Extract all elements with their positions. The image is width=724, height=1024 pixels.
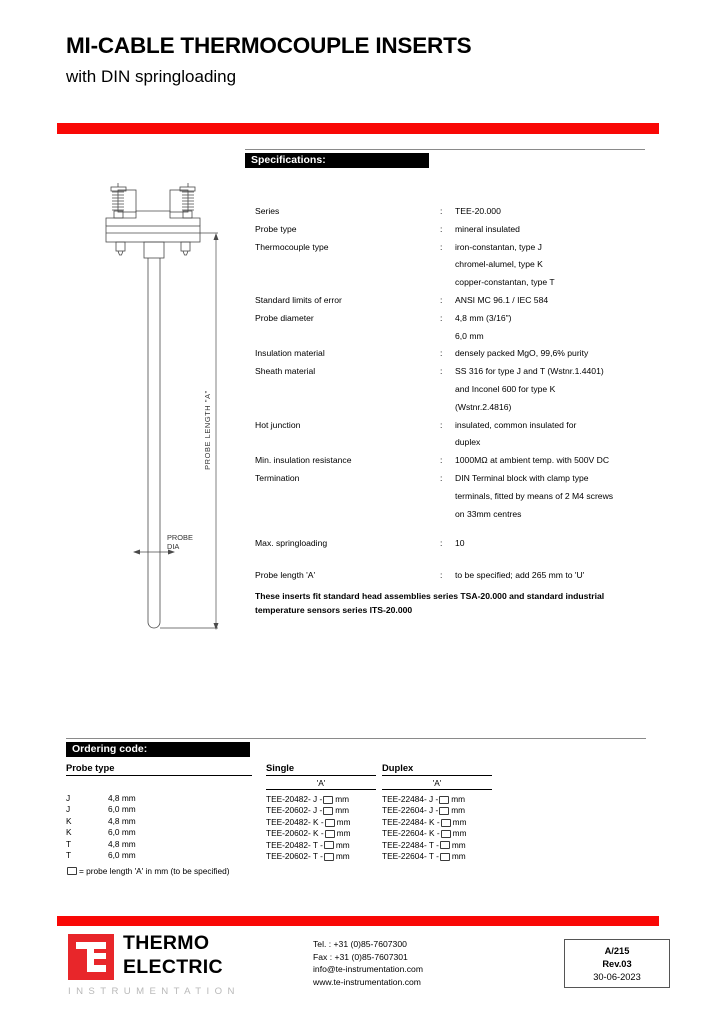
single-code-prefix: TEE-20482- K - (266, 816, 324, 827)
specification-value (455, 452, 655, 470)
specification-value-line: and Inconel 600 for type K (455, 383, 556, 394)
revision-date: 30-06-2023 (593, 972, 641, 982)
probe-type-value: K (66, 815, 72, 826)
length-box-icon (323, 807, 333, 815)
single-code-prefix: TEE-20602- K - (266, 828, 324, 839)
logo-wordmark (123, 934, 223, 977)
specification-value (455, 292, 655, 310)
specification-label: Termination (255, 472, 300, 483)
specifications-rule (245, 149, 645, 150)
column-header-probe-type: Probe type (66, 762, 252, 776)
specification-colon: : (440, 419, 443, 430)
length-box-icon (325, 819, 335, 827)
revision-box (564, 939, 670, 988)
specification-value-line: insulated, common insulated for (455, 419, 577, 430)
probe-diameter-value: 6,0 mm (108, 804, 136, 815)
probe-technical-drawing (90, 180, 240, 660)
specification-row (255, 363, 655, 416)
probe-diameter-value: 6,0 mm (108, 827, 136, 838)
company-logo (68, 934, 240, 997)
specification-label: Min. insulation resistance (255, 455, 352, 466)
single-code-unit: mm (336, 816, 351, 827)
specification-value-line: TEE-20.000 (455, 206, 501, 216)
ordering-row-probe-type (66, 839, 252, 850)
probe-diameter-value: 4,8 mm (108, 815, 136, 826)
ordering-row-single (266, 817, 376, 828)
single-code-prefix: TEE-20602- J - (266, 805, 323, 816)
specification-value-line: densely packed MgO, 99,6% purity (455, 348, 589, 359)
logo-row (68, 934, 240, 980)
length-box-icon (441, 830, 451, 838)
ordering-code-footnote (66, 866, 230, 876)
specification-value (455, 345, 655, 363)
column-header-single: Single (266, 762, 376, 776)
specification-value-line: ANSI MC 96.1 / IEC 584 (455, 294, 549, 305)
probe-type-value: T (66, 850, 72, 861)
specification-value (455, 203, 655, 221)
probe-type-value: J (66, 793, 71, 803)
specification-value (455, 535, 655, 553)
duplex-code-prefix: TEE-22604- J - (382, 805, 439, 816)
contact-line: Fax : +31 (0)85-7607301 (313, 951, 408, 962)
ordering-row-probe-type (66, 793, 252, 804)
specification-row (255, 221, 655, 239)
specification-label: Thermocouple type (255, 241, 329, 252)
specifications-table (255, 203, 655, 585)
logo-word-thermo: THERMO (123, 932, 210, 954)
ordering-code-header-label: Ordering code: (72, 743, 148, 755)
single-code-unit: mm (335, 839, 350, 850)
specification-label: Sheath material (255, 366, 316, 377)
contact-line: Tel. : +31 (0)85-7607300 (313, 939, 407, 949)
specification-row (255, 470, 655, 523)
specification-value-line: (Wstnr.2.4816) (455, 401, 512, 412)
duplex-code-prefix: TEE-22484- K - (382, 816, 440, 827)
ordering-row-single (266, 828, 376, 839)
specifications-note (255, 590, 655, 617)
specification-colon: : (440, 223, 443, 234)
duplex-code-prefix: TEE-22604- T - (382, 851, 439, 862)
specification-colon: : (440, 455, 443, 466)
single-code-prefix: TEE-20482- J - (266, 794, 323, 804)
specification-note-line: These inserts fit standard head assemblies series TSA-20.000 and standard industrial (255, 591, 605, 601)
specification-value-line: duplex (455, 437, 481, 448)
duplex-code-unit: mm (451, 839, 466, 850)
specification-value-line: chromel-alumel, type K (455, 259, 543, 270)
single-code-unit: mm (335, 805, 350, 816)
specification-value-line: terminals, fitted by means of 2 M4 screws (455, 490, 614, 501)
specification-value-line: 10 (455, 538, 465, 549)
single-code-unit: mm (335, 794, 350, 804)
specification-value-line: mineral insulated (455, 223, 520, 234)
contact-line: www.te-instrumentation.com (313, 976, 421, 987)
duplex-code-prefix: TEE-22604- K - (382, 828, 440, 839)
specification-value-line: on 33mm centres (455, 508, 522, 519)
specification-value (455, 221, 655, 239)
ordering-row-single (266, 851, 376, 862)
logo-word-electric: ELECTRIC (123, 955, 223, 978)
specification-label: Probe type (255, 223, 297, 234)
length-box-icon (323, 796, 333, 804)
length-box-icon (325, 830, 335, 838)
specification-row (255, 292, 655, 310)
te-monogram-icon (68, 934, 114, 980)
specifications-header-label: Specifications: (251, 154, 326, 166)
duplex-code-unit: mm (451, 805, 466, 816)
specification-colon: : (440, 294, 443, 305)
specification-colon: : (440, 366, 443, 377)
probe-diameter-value: 4,8 mm (108, 793, 136, 803)
contact-block (313, 938, 423, 988)
duplex-code-unit: mm (452, 816, 467, 827)
ordering-row-duplex (382, 817, 492, 828)
single-code-unit: mm (336, 828, 351, 839)
probe-dia-label-line1: PROBE (167, 533, 193, 542)
length-box-icon (440, 853, 450, 861)
specification-colon: : (440, 570, 443, 581)
specification-value (455, 470, 655, 523)
specification-row (255, 310, 655, 346)
ordering-row-duplex (382, 805, 492, 816)
duplex-code-unit: mm (451, 794, 466, 804)
duplex-a-marker: 'A' (382, 777, 492, 790)
specification-value-line: DIN Terminal block with clamp type (455, 472, 589, 483)
specification-colon: : (440, 312, 443, 323)
logo-tagline: INSTRUMENTATION (68, 986, 240, 997)
specification-row (255, 203, 655, 221)
length-box-icon (439, 807, 449, 815)
specification-label: Insulation material (255, 348, 325, 359)
probe-dia-label-line2: DIA (167, 542, 180, 551)
ordering-row-single (266, 805, 376, 816)
ordering-column-duplex (382, 762, 492, 862)
specification-value-line: 4,8 mm (3/16") (455, 312, 512, 323)
ordering-row-duplex (382, 794, 492, 805)
ordering-row-probe-type (66, 827, 252, 838)
specification-value-line: copper-constantan, type T (455, 277, 555, 288)
length-box-icon (440, 841, 450, 849)
footer-accent-bar (57, 916, 659, 926)
probe-length-dimension-label: PROBE LENGTH "A" (203, 390, 212, 470)
specification-label: Hot junction (255, 419, 301, 430)
single-code-unit: mm (335, 851, 350, 862)
column-header-duplex: Duplex (382, 762, 492, 776)
ordering-code-header (66, 742, 250, 757)
specification-row (255, 417, 655, 453)
specification-value-line: iron-constantan, type J (455, 241, 542, 252)
revision-doc-number: A/215 (604, 946, 630, 956)
probe-diameter-value: 4,8 mm (108, 838, 136, 849)
single-code-rows (266, 794, 376, 862)
page-subtitle: with DIN springloading (66, 67, 237, 86)
specification-value (455, 239, 655, 292)
specification-value-line: 1000MΩ at ambient temp. with 500V DC (455, 455, 610, 466)
specification-colon: : (440, 538, 443, 549)
specification-value-line: SS 316 for type J and T (Wstnr.1.4401) (455, 366, 604, 377)
specification-value (455, 417, 655, 453)
duplex-code-unit: mm (451, 851, 466, 862)
specification-value (455, 567, 655, 585)
specification-colon: : (440, 472, 443, 483)
specification-note-line: temperature sensors series ITS-20.000 (255, 604, 413, 615)
duplex-code-prefix: TEE-22484- T - (382, 839, 439, 850)
specification-value (455, 363, 655, 416)
contact-line: info@te-instrumentation.com (313, 964, 423, 975)
single-code-prefix: TEE-20602- T - (266, 851, 323, 862)
duplex-code-rows (382, 794, 492, 862)
specification-label: Max. springloading (255, 538, 328, 549)
specification-label: Probe diameter (255, 312, 314, 323)
ordering-row-duplex (382, 840, 492, 851)
ordering-column-single (266, 762, 376, 862)
specification-label: Standard limits of error (255, 294, 342, 305)
specification-colon: : (440, 348, 443, 359)
probe-diameter-value: 6,0 mm (108, 850, 136, 861)
revision-number: Rev.03 (602, 959, 632, 969)
header-accent-bar (57, 123, 659, 134)
length-box-icon (324, 853, 334, 861)
ordering-row-duplex (382, 851, 492, 862)
specification-row (255, 567, 655, 585)
specification-value-line: 6,0 mm (455, 330, 484, 341)
page-title: MI-CABLE THERMOCOUPLE INSERTS (66, 33, 472, 58)
single-a-marker: 'A' (266, 777, 376, 790)
specifications-header (245, 153, 429, 168)
ordering-row-probe-type (66, 804, 252, 815)
probe-type-value: T (66, 838, 72, 849)
ordering-row-probe-type (66, 850, 252, 861)
probe-type-rows (66, 793, 252, 861)
probe-type-value: J (66, 804, 71, 815)
single-code-prefix: TEE-20482- T - (266, 839, 323, 850)
specification-label: Series (255, 206, 280, 216)
length-box-icon (324, 841, 334, 849)
ordering-row-duplex (382, 828, 492, 839)
length-box-icon (439, 796, 449, 804)
specification-label: Probe length 'A' (255, 570, 316, 581)
specification-row (255, 535, 655, 553)
specification-row (255, 345, 655, 363)
duplex-code-prefix: TEE-22484- J - (382, 794, 439, 804)
specification-colon: : (440, 206, 443, 216)
ordering-code-footnote-text: = probe length 'A' in mm (to be specified) (79, 866, 230, 876)
specification-row (255, 452, 655, 470)
duplex-code-unit: mm (452, 828, 467, 839)
ordering-row-single (266, 840, 376, 851)
ordering-row-single (266, 794, 376, 805)
specification-value (455, 310, 655, 346)
ordering-code-rule (66, 738, 646, 739)
specification-row (255, 239, 655, 292)
probe-type-value: K (66, 827, 72, 838)
length-box-icon (441, 819, 451, 827)
specification-colon: : (440, 241, 443, 252)
ordering-row-probe-type (66, 816, 252, 827)
ordering-column-probe-type (66, 762, 252, 861)
length-box-icon (67, 867, 77, 875)
specification-value-line: to be specified; add 265 mm to 'U' (455, 570, 585, 581)
probe-type-subhead-spacer (66, 776, 252, 789)
